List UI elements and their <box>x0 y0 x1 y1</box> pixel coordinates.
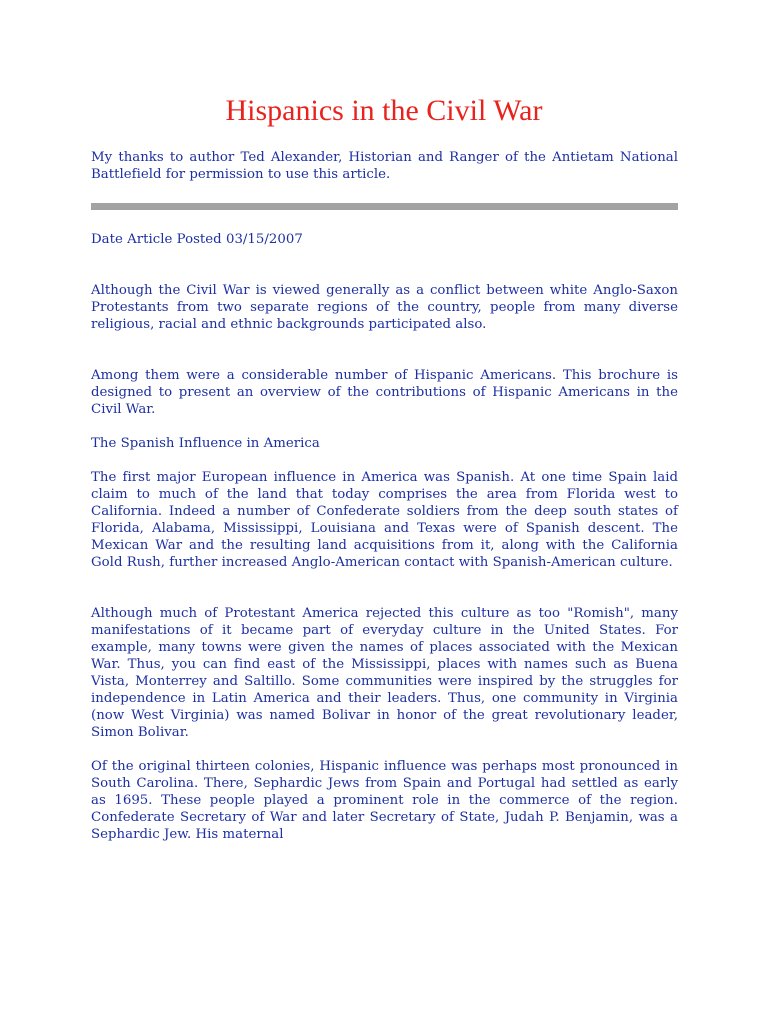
spanish-influence-paragraph: The first major European influence in America was Spanish. At one time Spain laid claim to much of the land that today comprises the area from Florida west to California. Indeed a number of Confederate soldiers from the deep south states of Florida, Alabama, Mississippi, Louisiana and Texas were of Spanish descent. The Mexican War and the resulting land acquisitions from it, along with the California Gold Rush, further increased Anglo-American contact with Spanish-American culture. <box>91 470 678 570</box>
section-heading-spanish-influence: The Spanish Influence in America <box>91 436 320 451</box>
hispanic-americans-paragraph: Among them were a considerable number of Hispanic Americans. This brochure is designed to present an overview of the contributions of Hispanic Americans in the Civil War. <box>91 368 678 417</box>
horizontal-divider <box>91 203 678 210</box>
romish-culture-paragraph: Although much of Protestant America rejected this culture as too "Romish", many manifestations of it became part of everyday culture in the United States. For example, many towns were given the names of places associated with the Mexican War. Thus, you can find east of the Mississippi, places with names such as Buena Vista, Monterrey and Saltillo. Some communities were inspired by the struggles for independence in Latin America and their leaders. Thus, one community in Virginia (now West Virginia) was named Bolivar in honor of the great revolutionary leader, Simon Bolivar. <box>91 606 678 740</box>
page-title: Hispanics in the Civil War <box>225 94 543 127</box>
intro-paragraph: Although the Civil War is viewed generally as a conflict between white Anglo-Saxon Protestants from two separate regions of the country, people from many diverse religious, racial and ethnic backgrounds participated also. <box>91 283 678 332</box>
thanks-paragraph: My thanks to author Ted Alexander, Historian and Ranger of the Antietam National Battlefield for permission to use this article. <box>91 150 678 182</box>
south-carolina-paragraph: Of the original thirteen colonies, Hispanic influence was perhaps most pronounced in South Carolina. There, Sephardic Jews from Spain and Portugal had settled as early as 1695. These people played a prominent role in the commerce of the region. Confederate Secretary of War and later Secretary of State, Judah P. Benjamin, was a Sephardic Jew. His maternal <box>91 759 678 842</box>
date-posted: Date Article Posted 03/15/2007 <box>91 232 303 247</box>
article-body <box>91 149 678 843</box>
